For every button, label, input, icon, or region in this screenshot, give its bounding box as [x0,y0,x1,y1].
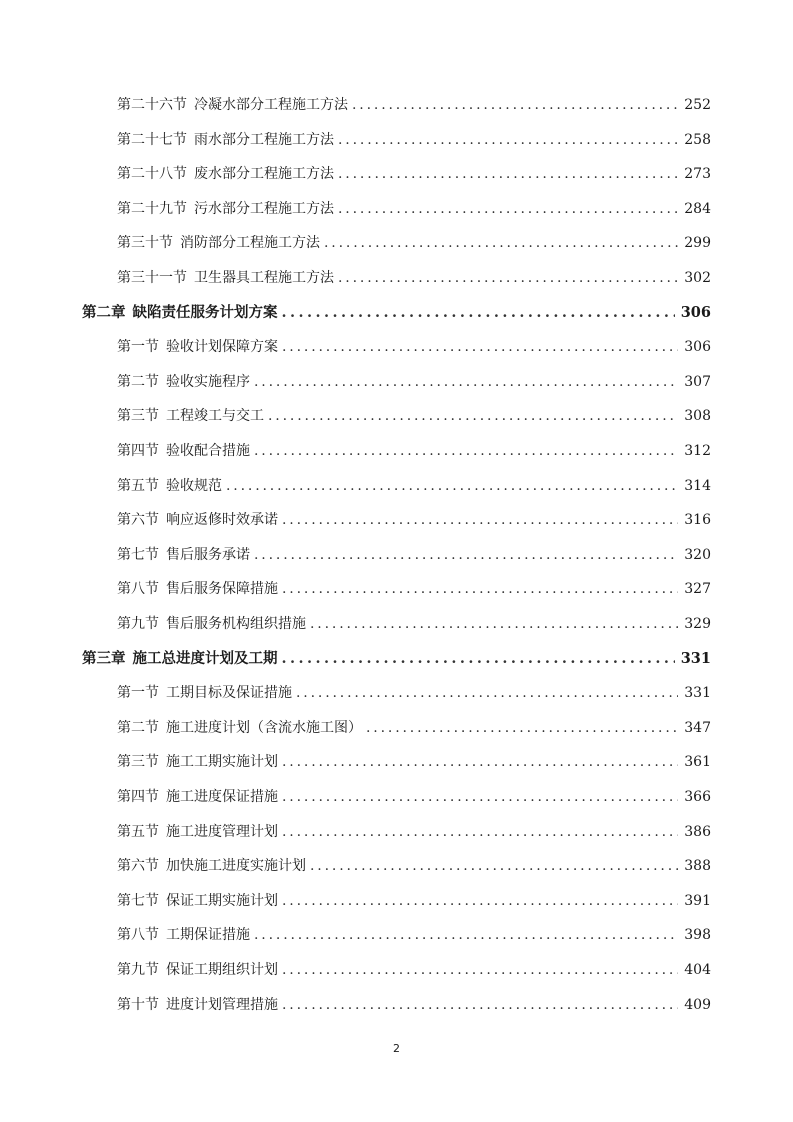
toc-dot-leader [282,335,678,359]
toc-entry-page-number: 306 [680,303,711,321]
toc-entry-label [117,612,306,636]
toc-entry-title: 工期保证措施 [166,927,250,944]
toc-entry-number: 第六节 [117,858,159,875]
toc-section-entry[interactable] [117,716,711,740]
toc-entry-label [117,820,278,844]
toc-entry-title: 施工总进度计划及工期 [132,649,278,667]
toc-dot-leader [296,681,678,705]
toc-dot-leader [282,785,678,809]
toc-entry-label [117,508,278,532]
toc-entry-number: 第三节 [117,408,159,425]
toc-dot-leader [324,231,678,255]
toc-dot-leader [282,820,678,844]
toc-section-entry[interactable] [117,993,711,1017]
toc-dot-leader [282,993,678,1017]
toc-entry-number: 第八节 [117,927,159,944]
toc-entry-number: 第九节 [117,962,159,978]
toc-entry-label [117,681,292,705]
toc-section-entry[interactable] [117,508,711,532]
toc-entry-page-number: 388 [684,858,711,875]
toc-section-entry[interactable] [117,474,711,498]
toc-entry-title: 施工工期实施计划 [166,754,278,771]
toc-entry-label [117,577,278,601]
toc-entry-title: 雨水部分工程施工方法 [194,131,334,148]
toc-entry-number: 第二章 [82,303,126,321]
toc-entry-title: 加快施工进度实施计划 [166,858,306,875]
toc-dot-leader [282,577,678,601]
toc-entry-label [117,993,278,1017]
toc-entry-label [117,370,250,394]
page-number: 2 [393,1042,400,1055]
toc-entry-title: 消防部分工程施工方法 [180,235,320,252]
toc-dot-leader [254,370,678,394]
toc-entry-number: 第七节 [117,546,159,563]
toc-entry-page-number: 320 [684,546,711,563]
toc-section-entry[interactable] [117,162,711,186]
toc-dot-leader [254,923,678,947]
toc-entry-number: 第十节 [117,996,159,1013]
toc-entry-title: 进度计划管理措施 [166,996,278,1013]
toc-entry-label [117,404,264,428]
toc-entry-number: 第一节 [117,339,159,356]
toc-entry-page-number: 306 [684,339,711,356]
toc-entry-label [117,439,250,463]
toc-entry-label [117,716,362,740]
toc-entry-number: 第三十节 [117,235,173,252]
toc-entry-page-number: 314 [684,477,711,494]
toc-entry-title: 施工进度管理计划 [166,823,278,840]
toc-entry-label [117,93,348,117]
toc-entry-page-number: 331 [680,649,711,667]
toc-entry-title: 卫生器具工程施工方法 [194,270,334,286]
toc-entry-number: 第七节 [117,892,159,909]
toc-entry-title: 售后服务机构组织措施 [166,616,306,632]
toc-entry-label [117,785,278,809]
toc-section-entry[interactable] [117,923,711,947]
toc-entry-label [117,474,222,498]
toc-section-entry[interactable] [117,577,711,601]
toc-section-entry[interactable] [117,612,711,636]
toc-dot-leader [282,750,678,774]
toc-section-entry[interactable] [117,439,711,463]
toc-entry-title: 工期目标及保证措施 [166,685,292,702]
toc-section-entry[interactable] [117,231,711,255]
toc-entry-title: 污水部分工程施工方法 [194,200,334,217]
toc-dot-leader [254,439,678,463]
toc-entry-number: 第二十九节 [117,200,187,217]
toc-section-entry[interactable] [117,750,711,774]
toc-dot-leader [366,716,678,740]
toc-section-entry[interactable] [117,820,711,844]
toc-entry-title: 保证工期实施计划 [166,892,278,909]
toc-entry-label [117,266,334,290]
toc-entry-page-number: 409 [684,996,711,1013]
toc-entry-label [117,162,334,186]
toc-chapter-entry[interactable] [82,301,711,325]
toc-entry-label [117,958,278,982]
toc-entry-page-number: 398 [684,927,711,944]
toc-section-entry[interactable] [117,370,711,394]
toc-section-entry[interactable] [117,335,711,359]
toc-dot-leader [282,958,678,982]
toc-dot-leader [282,889,678,913]
toc-entry-number: 第二十七节 [117,131,187,148]
toc-dot-leader [338,197,678,221]
toc-entry-number: 第二节 [117,719,159,736]
toc-entry-label [117,231,320,255]
toc-entry-page-number: 312 [684,443,711,459]
toc-entry-page-number: 258 [684,131,711,148]
toc-entry-number: 第四节 [117,443,159,459]
toc-section-entry[interactable] [117,128,711,152]
toc-entry-number: 第四节 [117,789,159,805]
toc-section-entry[interactable] [117,404,711,428]
toc-entry-label [117,335,278,359]
toc-entry-page-number: 252 [684,97,711,113]
toc-entry-title: 响应返修时效承诺 [166,512,278,529]
toc-entry-title: 验收实施程序 [166,373,250,390]
toc-entry-number: 第三节 [117,754,159,771]
toc-entry-title: 缺陷责任服务计划方案 [132,303,278,321]
toc-dot-leader [282,647,675,671]
toc-entry-number: 第二十八节 [117,166,187,183]
toc-section-entry[interactable] [117,889,711,913]
toc-entry-page-number: 404 [684,962,711,978]
toc-entry-page-number: 366 [684,789,711,805]
toc-entry-number: 第五节 [117,823,159,840]
toc-entry-label [117,543,250,567]
toc-dot-leader [338,162,678,186]
toc-dot-leader [282,301,675,325]
toc-entry-number: 第五节 [117,477,159,494]
toc-entry-title: 施工进度计划（含流水施工图） [166,719,362,736]
toc-section-entry[interactable] [117,93,711,117]
toc-dot-leader [268,404,678,428]
toc-entry-number: 第三十一节 [117,270,187,286]
toc-section-entry[interactable] [117,785,711,809]
toc-entry-label [82,647,278,671]
toc-entry-title: 废水部分工程施工方法 [194,166,334,183]
toc-entry-page-number: 327 [684,581,711,598]
toc-entry-title: 验收计划保障方案 [166,339,278,356]
toc-entry-page-number: 361 [684,754,711,771]
toc-entry-page-number: 391 [684,892,711,909]
toc-entry-title: 验收规范 [166,477,222,494]
toc-entry-page-number: 386 [684,823,711,840]
toc-section-entry[interactable] [117,197,711,221]
toc-dot-leader [338,128,678,152]
toc-entry-page-number: 329 [684,616,711,632]
toc-entry-number: 第一节 [117,685,159,702]
toc-entry-title: 验收配合措施 [166,443,250,459]
toc-dot-leader [310,854,678,878]
toc-section-entry[interactable] [117,681,711,705]
toc-entry-title: 冷凝水部分工程施工方法 [194,97,348,113]
toc-entry-page-number: 331 [684,685,711,702]
toc-entry-page-number: 308 [684,408,711,425]
toc-entry-page-number: 316 [684,512,711,529]
toc-dot-leader [254,543,678,567]
toc-entry-label [82,301,278,325]
toc-entry-label [117,923,250,947]
toc-entry-label [117,750,278,774]
toc-entry-label [117,889,278,913]
toc-section-entry[interactable] [117,854,711,878]
toc-entry-title: 保证工期组织计划 [166,962,278,978]
toc-entry-page-number: 284 [684,200,711,217]
toc-entry-title: 售后服务承诺 [166,546,250,563]
toc-chapter-entry[interactable] [82,647,711,671]
toc-dot-leader [338,266,678,290]
toc-entry-number: 第九节 [117,616,159,632]
toc-entry-page-number: 299 [684,235,711,252]
toc-entry-page-number: 307 [684,373,711,390]
toc-section-entry[interactable] [117,266,711,290]
toc-section-entry[interactable] [117,543,711,567]
toc-entry-label [117,854,306,878]
toc-entry-label [117,128,334,152]
toc-entry-label [117,197,334,221]
toc-entry-number: 第三章 [82,649,126,667]
toc-entry-title: 工程竣工与交工 [166,408,264,425]
toc-entry-page-number: 347 [684,719,711,736]
toc-entry-number: 第六节 [117,512,159,529]
toc-section-entry[interactable] [117,958,711,982]
toc-entry-number: 第二节 [117,373,159,390]
toc-entry-number: 第八节 [117,581,159,598]
toc-dot-leader [282,508,678,532]
toc-entry-title: 施工进度保证措施 [166,789,278,805]
toc-dot-leader [226,474,678,498]
toc-entry-number: 第二十六节 [117,97,187,113]
toc-dot-leader [310,612,678,636]
toc-entry-title: 售后服务保障措施 [166,581,278,598]
toc-dot-leader [352,93,678,117]
toc-entry-page-number: 302 [684,270,711,286]
toc-entry-page-number: 273 [684,166,711,183]
